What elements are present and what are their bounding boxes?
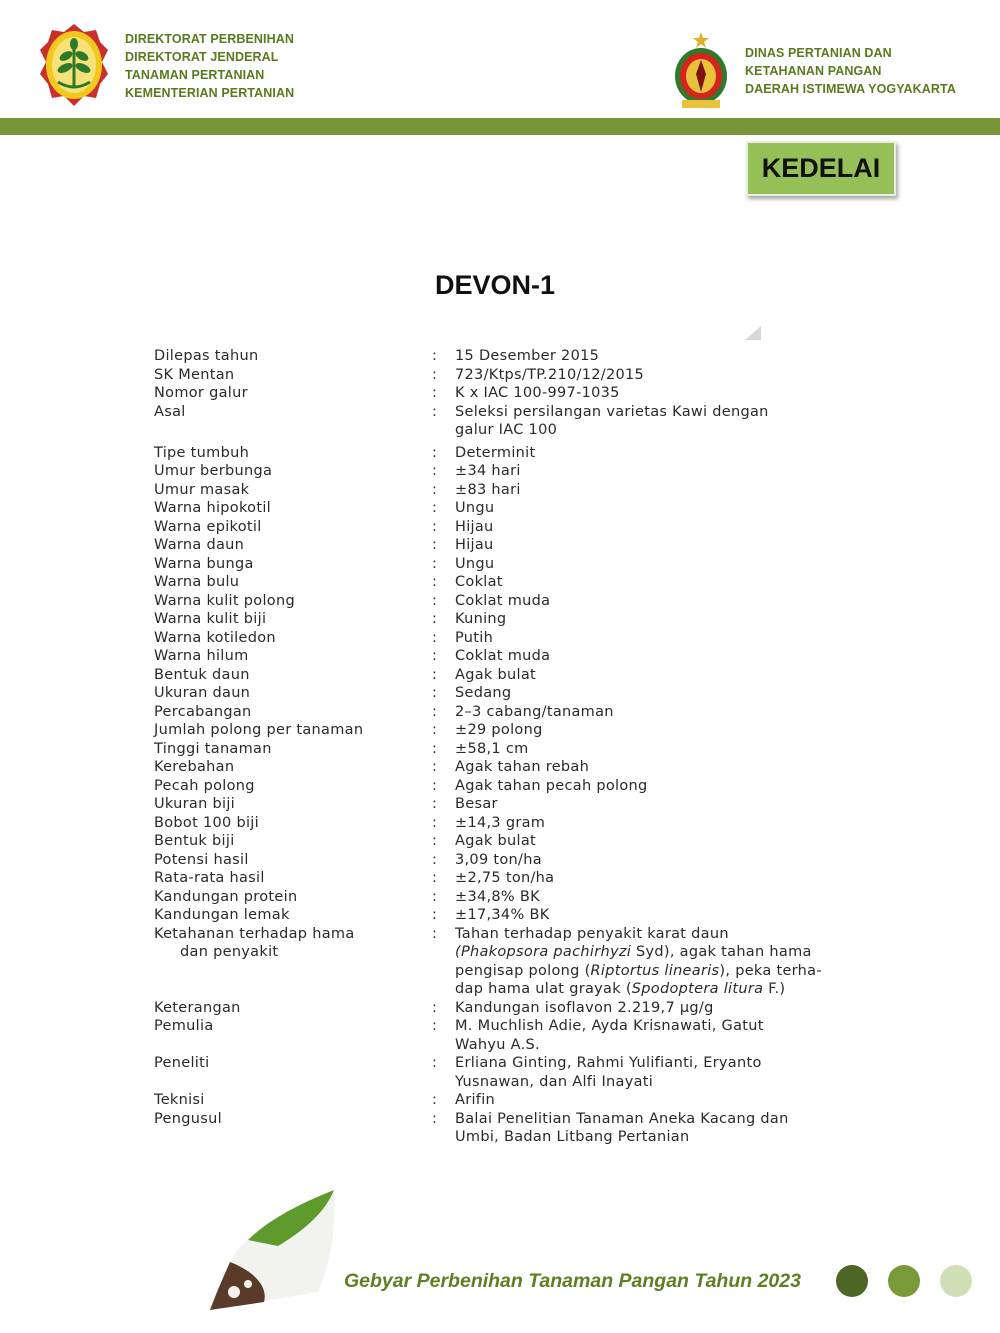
spec-value-line: Sedang bbox=[455, 685, 512, 701]
spec-table bbox=[154, 347, 884, 1147]
spec-label: Dilepas tahun bbox=[154, 348, 259, 364]
spec-value-line: ±17,34% BK bbox=[455, 907, 550, 923]
spec-label: Warna bunga bbox=[154, 555, 254, 572]
spec-label: Potensi hasil bbox=[154, 851, 249, 868]
spec-value bbox=[455, 518, 884, 537]
spec-separator: : bbox=[432, 870, 438, 886]
spec-value bbox=[455, 610, 884, 629]
spec-value bbox=[455, 403, 884, 440]
spec-separator: : bbox=[432, 537, 438, 553]
spec-row bbox=[154, 592, 884, 611]
spec-value-line: Kandungan isoflavon 2.219,7 µg/g bbox=[455, 999, 714, 1016]
spec-label: Kandungan protein bbox=[154, 888, 298, 905]
species-name: Spodoptera litura bbox=[631, 981, 764, 997]
spec-label: Bobot 100 biji bbox=[154, 814, 259, 831]
spec-value-line: Besar bbox=[455, 796, 498, 812]
org-line: DAERAH ISTIMEWA YOGYAKARTA bbox=[745, 82, 956, 96]
spec-value-line: ±34,8% BK bbox=[455, 888, 540, 905]
spec-value bbox=[455, 888, 884, 907]
spec-row bbox=[154, 1091, 884, 1110]
spec-value-line: galur IAC 100 bbox=[455, 422, 558, 438]
spec-label: Bentuk daun bbox=[154, 666, 250, 683]
spec-value bbox=[455, 536, 884, 555]
spec-label: Warna kotiledon bbox=[154, 629, 276, 646]
spec-label: Umur berbunga bbox=[154, 463, 273, 479]
header-divider bbox=[0, 118, 1000, 135]
spec-label: Kerebahan bbox=[154, 759, 235, 775]
spec-value-line: Agak tahan rebah bbox=[455, 759, 590, 775]
spec-label: Kandungan lemak bbox=[154, 907, 290, 923]
spec-row bbox=[154, 444, 884, 463]
footer-event-title: Gebyar Perbenihan Tanaman Pangan Tahun 2023 bbox=[344, 1270, 801, 1292]
spec-text: dap hama ulat grayak ( bbox=[455, 981, 632, 997]
spec-separator: : bbox=[432, 403, 438, 420]
spec-row bbox=[154, 869, 884, 888]
spec-value-line: Hijau bbox=[455, 537, 494, 553]
spec-label: Warna kulit polong bbox=[154, 592, 295, 609]
spec-separator: : bbox=[432, 574, 438, 590]
spec-value bbox=[455, 629, 884, 648]
variety-title: DEVON-1 bbox=[434, 270, 556, 300]
spec-separator: : bbox=[432, 385, 438, 401]
spec-value bbox=[455, 925, 884, 999]
spec-row bbox=[154, 888, 884, 907]
org-line: DIREKTORAT JENDERAL bbox=[125, 50, 279, 64]
spec-value bbox=[455, 444, 884, 463]
spec-row bbox=[154, 999, 884, 1018]
spec-value-line: Putih bbox=[455, 629, 494, 646]
spec-value-line: 3,09 ton/ha bbox=[455, 851, 542, 868]
spec-separator: : bbox=[432, 759, 438, 775]
spec-value bbox=[455, 703, 884, 722]
spec-value-line: Agak bulat bbox=[455, 666, 537, 683]
spec-separator: : bbox=[432, 685, 438, 701]
spec-row-resistance bbox=[154, 925, 884, 999]
spec-value-line: ±14,3 gram bbox=[455, 814, 546, 831]
spec-row bbox=[154, 481, 884, 500]
footer-dot bbox=[836, 1265, 868, 1297]
species-name: (Phakopsora pachirhyzi bbox=[455, 944, 632, 960]
spec-value bbox=[455, 777, 884, 796]
spec-separator: : bbox=[432, 1055, 438, 1071]
spec-label: Teknisi bbox=[154, 1092, 205, 1108]
spec-value-line bbox=[455, 943, 884, 962]
spec-separator: : bbox=[432, 366, 438, 383]
spec-separator: : bbox=[432, 888, 438, 905]
spec-value-line: Ungu bbox=[455, 500, 495, 516]
spec-value bbox=[455, 647, 884, 666]
spec-separator: : bbox=[432, 444, 438, 461]
spec-row bbox=[154, 518, 884, 537]
spec-label: Bentuk biji bbox=[154, 833, 235, 849]
spec-row bbox=[154, 1017, 884, 1054]
spec-separator: : bbox=[432, 518, 438, 535]
spec-row bbox=[154, 758, 884, 777]
spec-value-line: ±83 hari bbox=[455, 481, 521, 498]
spec-value-line: Tahan terhadap penyakit karat daun bbox=[455, 925, 729, 942]
spec-value bbox=[455, 1110, 884, 1147]
spec-separator: : bbox=[432, 463, 438, 479]
spec-value bbox=[455, 462, 884, 481]
footer-dot bbox=[888, 1265, 920, 1297]
spec-separator: : bbox=[432, 1092, 438, 1108]
spec-value bbox=[455, 869, 884, 888]
header-left bbox=[38, 22, 294, 108]
spec-row bbox=[154, 403, 884, 440]
spec-row bbox=[154, 777, 884, 796]
spec-row bbox=[154, 906, 884, 925]
spec-value bbox=[455, 814, 884, 833]
spec-value bbox=[455, 684, 884, 703]
spec-value-line: Agak tahan pecah polong bbox=[455, 777, 648, 794]
leaf-logo bbox=[208, 1188, 338, 1312]
spec-value-line: Erliana Ginting, Rahmi Yulifianti, Eryanto bbox=[455, 1055, 762, 1071]
spec-value-line: K x IAC 100-997-1035 bbox=[455, 385, 620, 401]
spec-value bbox=[455, 740, 884, 759]
spec-separator: : bbox=[432, 907, 438, 923]
spec-label: Warna kulit biji bbox=[154, 611, 267, 627]
spec-row bbox=[154, 684, 884, 703]
spec-label: Warna daun bbox=[154, 537, 245, 553]
spec-row bbox=[154, 851, 884, 870]
spec-value bbox=[455, 795, 884, 814]
spec-value bbox=[455, 666, 884, 685]
spec-row bbox=[154, 536, 884, 555]
spec-value-line bbox=[455, 962, 884, 981]
spec-row bbox=[154, 647, 884, 666]
spec-value-line: Umbi, Badan Litbang Pertanian bbox=[455, 1129, 690, 1145]
spec-value-line: Agak bulat bbox=[455, 833, 537, 849]
spec-label: Nomor galur bbox=[154, 385, 248, 401]
spec-separator: : bbox=[432, 500, 438, 516]
directorate-name bbox=[125, 30, 294, 102]
spec-value-line: ±2,75 ton/ha bbox=[455, 870, 555, 886]
spec-separator: : bbox=[432, 648, 438, 664]
spec-value-line: ±58,1 cm bbox=[455, 740, 529, 757]
spec-value bbox=[455, 1054, 884, 1091]
spec-label: Keterangan bbox=[154, 999, 241, 1016]
spec-row bbox=[154, 703, 884, 722]
spec-value bbox=[455, 999, 884, 1018]
spec-separator: : bbox=[432, 740, 438, 757]
spec-value bbox=[455, 366, 884, 385]
spec-label-line: dan penyakit bbox=[180, 944, 279, 960]
spec-row bbox=[154, 462, 884, 481]
spec-row bbox=[154, 499, 884, 518]
spec-text: Syd), agak tahan hama bbox=[631, 944, 812, 960]
page-fold-icon bbox=[745, 326, 761, 340]
spec-separator: : bbox=[432, 555, 438, 572]
spec-text: ), peka terha- bbox=[719, 962, 822, 979]
spec-separator: : bbox=[432, 481, 438, 498]
spec-label-line: Ketahanan terhadap hama bbox=[154, 925, 355, 942]
category-badge: KEDELAI bbox=[746, 141, 896, 196]
spec-label: Pecah polong bbox=[154, 777, 255, 794]
spec-row bbox=[154, 629, 884, 648]
kementan-logo bbox=[38, 22, 110, 108]
spec-separator: : bbox=[432, 611, 438, 627]
spec-label: Rata-rata hasil bbox=[154, 870, 265, 886]
spec-row bbox=[154, 666, 884, 685]
spec-value bbox=[455, 499, 884, 518]
spec-value bbox=[455, 906, 884, 925]
spec-label: Warna hipokotil bbox=[154, 500, 271, 516]
spec-label: Percabangan bbox=[154, 703, 252, 720]
species-name: Riptortus linearis bbox=[590, 962, 720, 979]
spec-value bbox=[455, 592, 884, 611]
spec-value bbox=[455, 758, 884, 777]
spec-separator: : bbox=[432, 592, 438, 609]
spec-value-line: Coklat muda bbox=[455, 648, 551, 664]
spec-row bbox=[154, 832, 884, 851]
spec-separator: : bbox=[432, 629, 438, 646]
spec-value-line: Coklat muda bbox=[455, 592, 551, 609]
spec-value bbox=[455, 555, 884, 574]
spec-value-line: Coklat bbox=[455, 574, 503, 590]
spec-value-line: 2–3 cabang/tanaman bbox=[455, 703, 614, 720]
spec-separator: : bbox=[432, 851, 438, 868]
spec-value-line: Ungu bbox=[455, 555, 495, 572]
spec-value-line bbox=[455, 980, 884, 999]
spec-value-line: ±29 polong bbox=[455, 722, 543, 738]
org-line: DIREKTORAT PERBENIHAN bbox=[125, 32, 295, 46]
spec-label: Tipe tumbuh bbox=[154, 444, 250, 461]
spec-label: Warna bulu bbox=[154, 574, 240, 590]
org-line: KETAHANAN PANGAN bbox=[745, 64, 882, 78]
spec-row bbox=[154, 814, 884, 833]
spec-separator: : bbox=[432, 833, 438, 849]
spec-value-line: ±34 hari bbox=[455, 463, 521, 479]
spec-label bbox=[154, 925, 432, 999]
spec-row bbox=[154, 1110, 884, 1147]
spec-row bbox=[154, 384, 884, 403]
spec-value-line: Kuning bbox=[455, 611, 507, 627]
spec-value bbox=[455, 832, 884, 851]
spec-separator: : bbox=[432, 796, 438, 812]
spec-text: F.) bbox=[763, 981, 786, 997]
org-line: DINAS PERTANIAN DAN bbox=[745, 46, 892, 60]
diy-emblem bbox=[670, 30, 732, 112]
spec-value-line: Yusnawan, dan Alfi Inayati bbox=[455, 1073, 654, 1090]
spec-value-line: Hijau bbox=[455, 518, 494, 535]
spec-value bbox=[455, 384, 884, 403]
spec-row bbox=[154, 366, 884, 385]
dinas-name bbox=[745, 44, 956, 98]
spec-value bbox=[455, 851, 884, 870]
spec-row bbox=[154, 573, 884, 592]
spec-row bbox=[154, 795, 884, 814]
spec-separator: : bbox=[432, 999, 438, 1016]
spec-row bbox=[154, 555, 884, 574]
header-right bbox=[670, 30, 956, 112]
spec-separator: : bbox=[432, 703, 438, 720]
spec-label: Peneliti bbox=[154, 1055, 210, 1071]
spec-separator: : bbox=[432, 722, 438, 738]
spec-label: Pengusul bbox=[154, 1110, 222, 1127]
spec-value bbox=[455, 1091, 884, 1110]
spec-value bbox=[455, 347, 884, 366]
spec-label: SK Mentan bbox=[154, 366, 235, 383]
spec-separator: : bbox=[432, 1018, 438, 1034]
spec-value bbox=[455, 721, 884, 740]
spec-value-line: 723/Ktps/TP.210/12/2015 bbox=[455, 366, 645, 383]
spec-value-line: Seleksi persilangan varietas Kawi dengan bbox=[455, 403, 769, 420]
spec-value-line: Arifin bbox=[455, 1092, 496, 1108]
spec-label: Ukuran daun bbox=[154, 685, 251, 701]
spec-value-line: Wahyu A.S. bbox=[455, 1036, 540, 1053]
footer-dot bbox=[940, 1265, 972, 1297]
spec-separator: : bbox=[432, 814, 438, 831]
org-line: TANAMAN PERTANIAN bbox=[125, 68, 265, 82]
spec-row bbox=[154, 740, 884, 759]
spec-separator: : bbox=[432, 666, 438, 683]
spec-row bbox=[154, 347, 884, 366]
spec-label: Warna hilum bbox=[154, 648, 249, 664]
org-line: KEMENTERIAN PERTANIAN bbox=[125, 86, 295, 100]
spec-label: Tinggi tanaman bbox=[154, 740, 272, 757]
spec-text: pengisap polong ( bbox=[455, 962, 591, 979]
spec-value bbox=[455, 481, 884, 500]
spec-row bbox=[154, 610, 884, 629]
spec-value-line: Balai Penelitian Tanaman Aneka Kacang dan bbox=[455, 1110, 789, 1127]
spec-value bbox=[455, 573, 884, 592]
spec-value-line: 15 Desember 2015 bbox=[455, 348, 600, 364]
spec-value-line: Determinit bbox=[455, 444, 536, 461]
spec-separator: : bbox=[432, 925, 438, 942]
spec-label: Ukuran biji bbox=[154, 796, 235, 812]
spec-separator: : bbox=[432, 777, 438, 794]
spec-label: Asal bbox=[154, 403, 186, 420]
spec-row bbox=[154, 721, 884, 740]
spec-value-line: M. Muchlish Adie, Ayda Krisnawati, Gatut bbox=[455, 1018, 764, 1034]
spec-label: Pemulia bbox=[154, 1018, 214, 1034]
spec-label: Jumlah polong per tanaman bbox=[154, 722, 364, 738]
spec-label: Warna epikotil bbox=[154, 518, 262, 535]
spec-row bbox=[154, 1054, 884, 1091]
spec-label: Umur masak bbox=[154, 481, 250, 498]
spec-value bbox=[455, 1017, 884, 1054]
spec-separator: : bbox=[432, 1110, 438, 1127]
spec-separator: : bbox=[432, 348, 438, 364]
